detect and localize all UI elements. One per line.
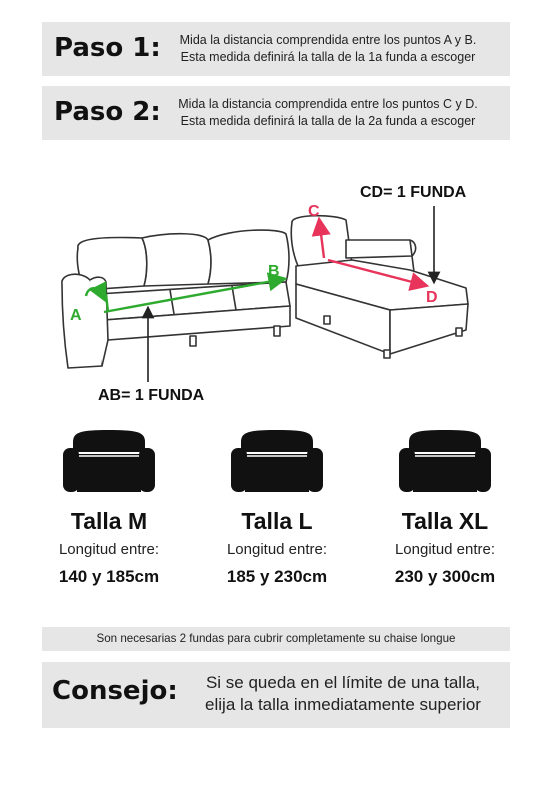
sofa-outline bbox=[62, 216, 468, 368]
tip-box bbox=[42, 662, 510, 728]
size-l-title: Talla L bbox=[241, 508, 313, 534]
armchair-icon bbox=[397, 428, 493, 496]
size-m bbox=[21, 428, 197, 587]
step1-label: Paso 1: bbox=[54, 33, 161, 63]
step2-box bbox=[42, 86, 510, 140]
tip-line2: elija la talla inmediatamente superior bbox=[205, 695, 481, 714]
point-c-label: C bbox=[308, 203, 320, 220]
step1-box bbox=[42, 22, 510, 76]
armchair-icon bbox=[61, 428, 157, 496]
size-l-range: 185 y 230cm bbox=[226, 567, 328, 586]
size-m-title: Talla M bbox=[70, 508, 148, 534]
step2-line1: Mida la distancia comprendida entre los puntos C y D. bbox=[178, 97, 478, 111]
step1-line2: Esta medida definirá la talla de la 1a funda a escoger bbox=[180, 50, 476, 64]
ab-label: AB= 1 FUNDA bbox=[98, 387, 205, 404]
point-a-label: A bbox=[70, 307, 82, 324]
point-b-label: B bbox=[268, 263, 280, 280]
size-m-range: 140 y 185cm bbox=[58, 567, 160, 586]
size-m-sub: Longitud entre: bbox=[58, 541, 160, 558]
size-xl-range: 230 y 300cm bbox=[394, 567, 496, 586]
step2-label: Paso 2: bbox=[54, 97, 161, 127]
step1-line1: Mida la distancia comprendida entre los puntos A y B. bbox=[179, 33, 477, 47]
step2-text bbox=[150, 96, 506, 130]
step2-line2: Esta medida definirá la talla de la 2a funda a escoger bbox=[180, 114, 476, 128]
note-text: Son necesarias 2 fundas para cubrir completamente su chaise longue bbox=[96, 632, 456, 645]
tip-text bbox=[178, 672, 508, 716]
note-box bbox=[42, 627, 510, 651]
step1-text bbox=[150, 32, 506, 66]
size-l-sub: Longitud entre: bbox=[226, 541, 328, 558]
tip-line1: Si se queda en el límite de una talla, bbox=[205, 673, 481, 692]
size-xl bbox=[357, 428, 533, 587]
size-l bbox=[189, 428, 365, 587]
point-d-label: D bbox=[426, 289, 438, 306]
cd-label: CD= 1 FUNDA bbox=[360, 184, 467, 201]
sofa-measurement-diagram bbox=[40, 170, 500, 410]
size-xl-title: Talla XL bbox=[401, 508, 489, 534]
size-xl-sub: Longitud entre: bbox=[394, 541, 496, 558]
tip-label: Consejo: bbox=[52, 676, 178, 706]
armchair-icon bbox=[229, 428, 325, 496]
